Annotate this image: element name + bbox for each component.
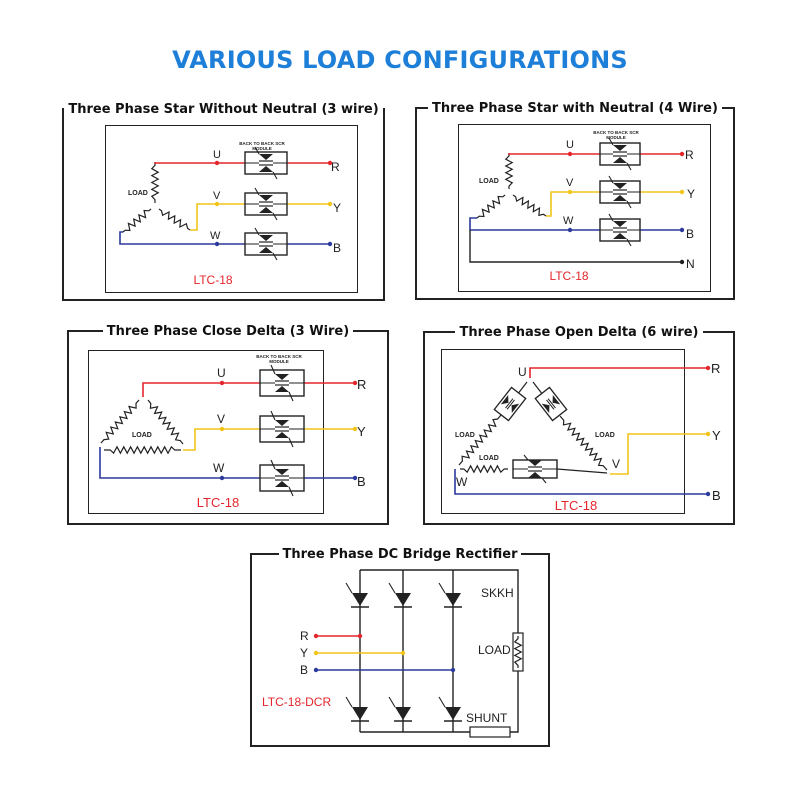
line-label-b: B [357, 474, 366, 489]
line-label-y: Y [687, 187, 696, 201]
line-label-b: B [686, 227, 695, 241]
line-label-y: Y [712, 428, 721, 443]
module-label: MODULE [606, 135, 626, 140]
line-label-r: R [685, 148, 694, 162]
panel-title: Three Phase Star Without Neutral (3 wire) [64, 102, 382, 117]
node-dot [314, 651, 318, 655]
thyristor-lower [445, 707, 461, 720]
model-code: LTC-18 [554, 498, 598, 513]
thyristor-lower [395, 707, 411, 720]
load-label: LOAD [132, 432, 152, 439]
line-label-b: B [333, 241, 342, 255]
line-label-b: B [712, 488, 721, 503]
line-label-y: Y [333, 201, 342, 215]
wire [510, 671, 518, 732]
device-label: SKKH [481, 586, 514, 600]
phase-label-v: V [612, 457, 621, 471]
shunt-label: SHUNT [466, 711, 508, 725]
panel-title: Three Phase Star with Neutral (4 Wire) [428, 101, 722, 116]
gate-lead [389, 583, 395, 593]
load-label: LOAD [478, 643, 511, 657]
panel-title: Three Phase Open Delta (6 wire) [455, 325, 702, 340]
thyristor-upper [352, 593, 368, 606]
module-label: MODULE [252, 146, 272, 151]
module-label: BACK TO BACK SCR [256, 354, 302, 359]
phase-label-v: V [213, 190, 221, 202]
phase-label-w: W [563, 215, 574, 227]
load-label: LOAD [479, 455, 499, 462]
load-label: LOAD [595, 432, 615, 439]
model-code: LTC-18 [196, 495, 240, 510]
panel-title: Three Phase Close Delta (3 Wire) [103, 324, 353, 339]
module-label: BACK TO BACK SCR [239, 141, 285, 146]
phase-label-u: U [217, 366, 226, 380]
gate-lead [439, 583, 445, 593]
module-label: BACK TO BACK SCR [593, 130, 639, 135]
line-label-n: N [686, 257, 695, 271]
page-title: VARIOUS LOAD CONFIGURATIONS [172, 46, 628, 74]
phase-label-v: V [566, 177, 574, 189]
model-code: LTC-18 [193, 273, 233, 287]
panel-title: Three Phase DC Bridge Rectifier [279, 547, 522, 562]
line-label-y: Y [300, 646, 309, 660]
thyristor-lower [352, 707, 368, 720]
gate-lead [439, 697, 445, 707]
phase-label-w: W [213, 461, 225, 475]
load-label: LOAD [128, 190, 148, 197]
wire [453, 570, 518, 633]
phase-label-u: U [518, 365, 527, 379]
line-label-r: R [300, 629, 309, 643]
node-dot [314, 668, 318, 672]
phase-label-u: U [566, 139, 574, 151]
line-label-r: R [711, 361, 721, 376]
load-label: LOAD [455, 432, 475, 439]
shunt-resistor [470, 727, 510, 737]
gate-lead [346, 583, 352, 593]
phase-label-u: U [213, 149, 221, 161]
node-dot [314, 634, 318, 638]
thyristor-upper [395, 593, 411, 606]
phase-label-w: W [210, 230, 221, 242]
line-label-r: R [357, 377, 367, 392]
model-code: LTC-18 [549, 269, 589, 283]
model-code: LTC-18-DCR [262, 695, 332, 709]
line-label-r: R [331, 160, 340, 174]
gate-lead [389, 697, 395, 707]
node-dot [401, 651, 405, 655]
thyristor-upper [445, 593, 461, 606]
gate-lead [346, 697, 352, 707]
line-label-b: B [300, 663, 309, 677]
phase-label-w: W [456, 475, 468, 489]
phase-label-v: V [217, 412, 226, 426]
line-label-y: Y [357, 424, 366, 439]
node-dot [451, 668, 455, 672]
load-label: LOAD [479, 178, 499, 185]
node-dot [358, 634, 362, 638]
module-label: MODULE [269, 359, 289, 364]
